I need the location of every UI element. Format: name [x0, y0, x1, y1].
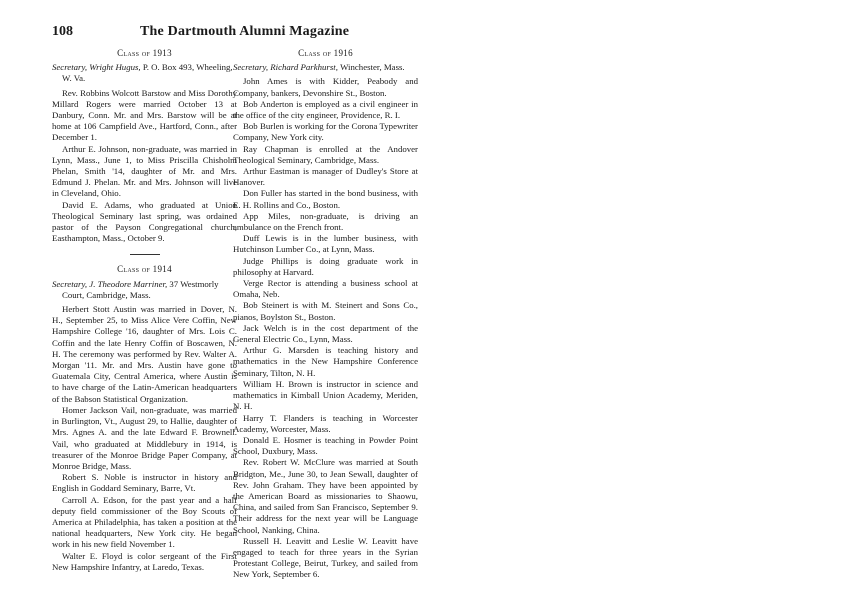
class-1913-secretary	[52, 62, 237, 84]
class-1914-secretary	[52, 279, 237, 301]
news-item: Bob Anderton is employed as a civil engineer in the office of the city engineer, Providence, R. I.	[233, 98, 418, 121]
news-item: Ray Chapman is enrolled at the Andover Theological Seminary, Cambridge, Mass.	[233, 143, 418, 165]
secretary-address: 37 Westmorly Court, Cambridge, Mass.	[62, 278, 219, 300]
news-item: Russell H. Leavitt and Leslie W. Leavitt have engaged to teach for three years in the Syrian Protestant College, Beirut, Turkey, and sailed from New York, September 6.	[233, 535, 418, 580]
news-item: Carroll A. Edson, for the past year and a half deputy field commissioner of the Boy Scouts of America at Philadelphia, has taken a position at the national headquarters, New York city. He began work in his new field November 1.	[52, 494, 237, 550]
secretary-label: Secretary, Richard Parkhurst,	[233, 62, 338, 73]
news-item: Rev. Robert W. McClure was married at South Bridgton, Me., June 30, to Jean Sewall, daughter of Rev. John Graham. They have been appointed by the American Board as missionaries to Shaowu, China, and sailed from San Francisco, September 9. Their address for the next year will be Language School, Nanking, China.	[233, 457, 418, 535]
section-divider	[130, 254, 160, 255]
news-item: Herbert Stott Austin was married in Dover, N. H., September 25, to Miss Alice Vere Coffin, New Hampshire College '16, daughter of Mrs. Lois C. Coffin and the late Henry Coffin of Boscawen, N. H. The ceremony was performed by Rev. Walter A. Morgan '11. Mr. and Mrs. Austin have gone to Guatemala City, Central America, where Austin is to have charge of the Latin-American headquarters of the Babson Statistical Organization.	[52, 304, 237, 404]
class-1913-heading: Class of 1913	[117, 48, 172, 58]
news-item: Bob Steinert is with M. Steinert and Sons Co., pianos, Boylston St., Boston.	[233, 300, 418, 322]
magazine-title: The Dartmouth Alumni Magazine	[140, 24, 350, 39]
news-item: Rev. Robbins Wolcott Barstow and Miss Dorothy Millard Rogers were married October 13 at Danbury, Conn. Mr. and Mrs. Barstow will be at home at 106 Campfield Ave., Hartford, Conn., after December 1.	[52, 87, 237, 143]
news-item: Jack Welch is in the cost department of the General Electric Co., Lynn, Mass.	[233, 322, 418, 345]
class-1913-section	[52, 48, 237, 244]
news-item: John Ames is with Kidder, Peabody and Company, bankers, Devonshire St., Boston.	[233, 76, 418, 98]
news-item: Arthur E. Johnson, non-graduate, was married in Lynn, Mass., June 1, to Miss Priscilla Chisholm Phelan, Smith '14, daughter of Mr. and Mrs. Edmund J. Phelan. Mr. and Mrs. Johnson will live in Cleveland, Ohio.	[52, 143, 237, 199]
news-item: Don Fuller has started in the bond business, with E. H. Rollins and Co., Boston.	[233, 188, 418, 210]
secretary-label: Secretary, Wright Hugus,	[52, 62, 141, 73]
news-item: David E. Adams, who graduated at Union Theological Seminary last spring, was ordained pastor of the Payson Congregational church, Easthampton, Mass., October 9.	[52, 199, 237, 244]
news-item: William H. Brown is instructor in science and mathematics in Kimball Union Academy, Meriden, N. H.	[233, 378, 418, 412]
news-item: Arthur G. Marsden is teaching history and mathematics in the New Hampshire Conference Seminary, Tilton, N. H.	[233, 345, 418, 378]
secretary-address: P. O. Box 493, Wheeling, W. Va.	[62, 62, 233, 84]
right-column	[233, 48, 418, 581]
class-1914-heading: Class of 1914	[117, 264, 172, 275]
news-item: Duff Lewis is in the lumber business, with Hutchinson Lumber Co., at Lynn, Mass.	[233, 233, 418, 255]
news-item: Judge Phillips is doing graduate work in philosophy at Harvard.	[233, 255, 418, 277]
news-item: Donald E. Hosmer is teaching in Powder Point School, Duxbury, Mass.	[233, 434, 418, 457]
class-1916-secretary	[233, 62, 418, 73]
news-item: Arthur Eastman is manager of Dudley's Store at Hanover.	[233, 166, 418, 188]
class-1916-section	[233, 48, 418, 581]
page-number: 108	[52, 24, 73, 39]
left-column	[52, 48, 237, 573]
news-item: Homer Jackson Vail, non-graduate, was married in Burlington, Vt., August 29, to Hallie, daughter of Mrs. Agnes A. and the late Edward F. Brownell. Vail, who graduated at Middlebury in 1914, is treasurer of the Monroe Bridge Paper Company, at Monroe Bridge, Mass.	[52, 404, 237, 471]
news-item: Walter E. Floyd is color sergeant of the First New Hampshire Infantry, at Laredo, Texas.	[52, 550, 237, 572]
news-item: App Miles, non-graduate, is driving an ambulance on the French front.	[233, 210, 418, 233]
class-1914-section	[52, 264, 237, 572]
secretary-address: Winchester, Mass.	[340, 62, 405, 73]
page-header	[52, 24, 412, 44]
secretary-label: Secretary, J. Theodore Marriner,	[52, 278, 168, 289]
news-item: Harry T. Flanders is teaching in Worcester Academy, Worcester, Mass.	[233, 412, 418, 434]
class-1916-heading: Class of 1916	[298, 48, 353, 58]
news-item: Verge Rector is attending a business school at Omaha, Neb.	[233, 278, 418, 300]
news-item: Robert S. Noble is instructor in history and English in Goddard Seminary, Barre, Vt.	[52, 472, 237, 494]
news-item: Bob Burlen is working for the Corona Typewriter Company, New York city.	[233, 121, 418, 143]
